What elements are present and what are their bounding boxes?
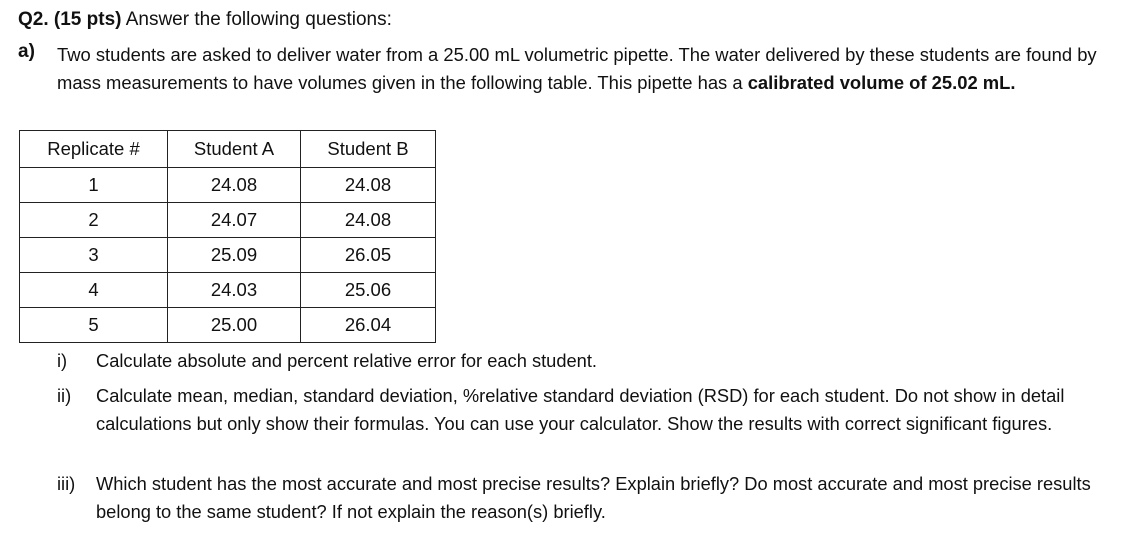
subquestion-number: ii) bbox=[57, 385, 72, 406]
student-b-cell: 26.04 bbox=[301, 308, 436, 343]
replicate-cell: 4 bbox=[20, 273, 168, 308]
replicate-cell: 5 bbox=[20, 308, 168, 343]
part-a-label: a) bbox=[18, 41, 35, 62]
table-row bbox=[20, 273, 436, 308]
student-a-cell: 25.09 bbox=[168, 238, 301, 273]
table-row bbox=[20, 203, 436, 238]
part-a-main-text: Two students are asked to deliver water from a 25.00 mL volumetric pipette. The water delivered by these students are found by mass measurements to have volumes given in the following table. This pipette has a bbox=[57, 44, 1097, 93]
subquestion-text: Calculate mean, median, standard deviation, %relative standard deviation (RSD) for each student. Do not show in detail calculations but only show their formulas. You can use your calculator. Show the results with correct significant figures. bbox=[96, 385, 1065, 434]
table-header-replicate: Replicate # bbox=[20, 131, 168, 168]
table-row bbox=[20, 168, 436, 203]
table-header-row bbox=[20, 131, 436, 168]
table-row bbox=[20, 238, 436, 273]
question-prompt: Answer the following questions: bbox=[125, 9, 392, 30]
student-b-cell: 26.05 bbox=[301, 238, 436, 273]
table-row bbox=[20, 308, 436, 343]
replicate-cell: 1 bbox=[20, 168, 168, 203]
subquestion-text: Which student has the most accurate and most precise results? Explain briefly? Do most accurate and most precise results belong to the same student? If not explain the reason(s) briefly. bbox=[96, 473, 1091, 522]
question-heading bbox=[18, 8, 392, 32]
student-a-cell: 24.03 bbox=[168, 273, 301, 308]
student-a-cell: 24.07 bbox=[168, 203, 301, 238]
student-b-cell: 24.08 bbox=[301, 203, 436, 238]
volume-table bbox=[19, 130, 436, 343]
question-number: Q2. bbox=[18, 9, 49, 30]
part-a-calibrated-volume: calibrated volume of 25.02 mL. bbox=[747, 72, 1016, 93]
part-a-text bbox=[57, 41, 1132, 97]
subquestion-number: iii) bbox=[57, 473, 76, 494]
student-a-cell: 24.08 bbox=[168, 168, 301, 203]
subquestion-number: i) bbox=[57, 350, 68, 371]
student-b-cell: 25.06 bbox=[301, 273, 436, 308]
subquestion-text: Calculate absolute and percent relative error for each student. bbox=[96, 350, 597, 371]
table-header-student-b: Student B bbox=[301, 131, 436, 168]
table-header-student-a: Student A bbox=[168, 131, 301, 168]
question-points: (15 pts) bbox=[53, 9, 122, 30]
replicate-cell: 2 bbox=[20, 203, 168, 238]
student-b-cell: 24.08 bbox=[301, 168, 436, 203]
replicate-cell: 3 bbox=[20, 238, 168, 273]
student-a-cell: 25.00 bbox=[168, 308, 301, 343]
